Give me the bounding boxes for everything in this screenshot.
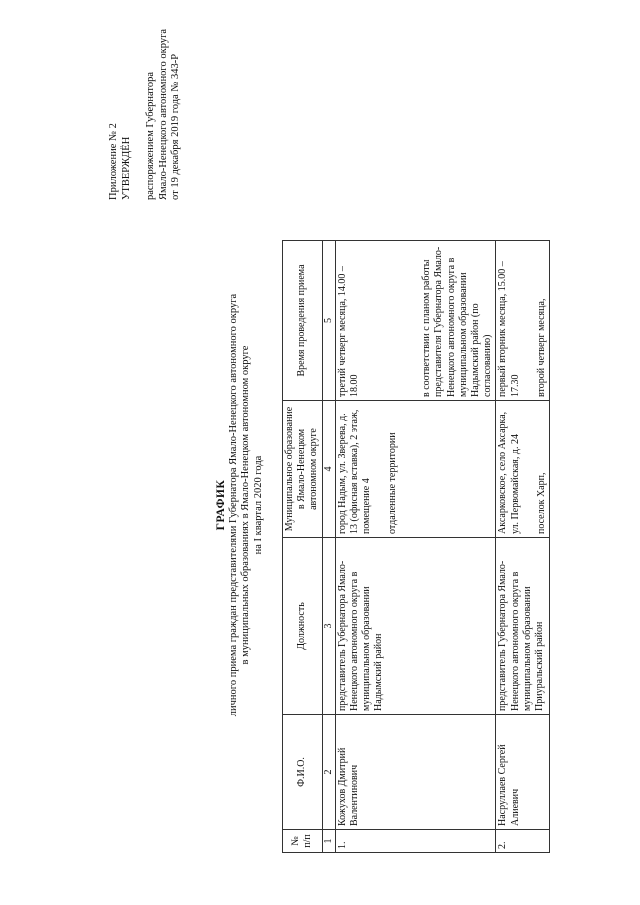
table-row bbox=[335, 241, 496, 853]
location-address: Аксарковское, село Аксарка, ул. Первомайская, д. 24 bbox=[497, 411, 521, 534]
appendix-label: Приложение № 2 bbox=[108, 123, 119, 200]
header-cell: Должность bbox=[283, 538, 323, 715]
location-address: отдаленные территории bbox=[387, 432, 399, 534]
reception-time: третий четверг месяца, 14.00 – 18.00 bbox=[336, 266, 361, 397]
subtitle-line: в муниципальных образованиях в Ямало-Ненецком автономном округе bbox=[240, 345, 251, 665]
location-cell bbox=[335, 401, 496, 538]
person-name: Насруллаев Сергей Алиевич bbox=[496, 715, 550, 830]
column-number: 5 bbox=[322, 241, 335, 401]
location-cell bbox=[496, 401, 550, 538]
approved-by-line: от 19 декабря 2019 года № 343-Р bbox=[170, 53, 181, 200]
person-position: представитель Губернатора Ямало-Ненецкого автономного округа в муниципальном образовании Надымский район bbox=[335, 538, 496, 715]
location-address: город Надым, ул. Зверева, д. 13 (офисная вставка), 2 этаж, помещение 4 bbox=[336, 409, 373, 534]
row-number: 2. bbox=[496, 830, 550, 853]
column-number: 4 bbox=[322, 401, 335, 538]
header-cell: № п/п bbox=[283, 830, 323, 853]
person-name: Кожухов Дмитрий Валентинович bbox=[335, 715, 496, 830]
subtitle-line: на I квартал 2020 года bbox=[252, 455, 264, 555]
subtitle-line: личного приема граждан представителями Губернатора Ямало-Ненецкого автономного округа bbox=[227, 293, 239, 717]
column-number: 1 bbox=[322, 830, 335, 853]
column-number: 3 bbox=[322, 538, 335, 715]
header-cell: Ф.И.О. bbox=[283, 715, 323, 830]
location-address: поселок Харп, bbox=[535, 472, 547, 534]
reception-time: в соответствии с планом работы представителя Губернатора Ямало-Ненецкого автономного округа в муниципальном образовании Надымский район (по согласованию) bbox=[421, 246, 494, 397]
person-position: представитель Губернатора Ямало-Ненецкого автономного округа в муниципальном образовании Приуральский район bbox=[496, 538, 550, 715]
table-row bbox=[496, 241, 550, 853]
document-title: ГРАФИК bbox=[215, 479, 227, 531]
approved-by-line: распоряжением Губернатора bbox=[145, 72, 156, 200]
column-number: 2 bbox=[322, 715, 335, 830]
header-cell: Время проведения приема bbox=[283, 241, 323, 401]
reception-time: первый вторник месяца, 15.00 – 17.30 bbox=[497, 261, 521, 397]
approved-by-line: Ямало-Ненецкого автономного округа bbox=[157, 28, 169, 200]
time-cell bbox=[496, 241, 550, 401]
header-cell: Муниципальное образование в Ямало-Ненецком автономном округе bbox=[283, 401, 323, 538]
row-number: 1. bbox=[335, 830, 496, 853]
time-cell bbox=[335, 241, 496, 401]
reception-time: второй четверг месяца, bbox=[535, 298, 547, 397]
title-block bbox=[215, 285, 265, 725]
approval-block bbox=[108, 29, 183, 200]
column-number-row bbox=[322, 241, 335, 853]
schedule-table bbox=[282, 240, 550, 853]
approved-label: УТВЕРЖДЁН bbox=[120, 136, 132, 200]
header-row bbox=[283, 241, 323, 853]
